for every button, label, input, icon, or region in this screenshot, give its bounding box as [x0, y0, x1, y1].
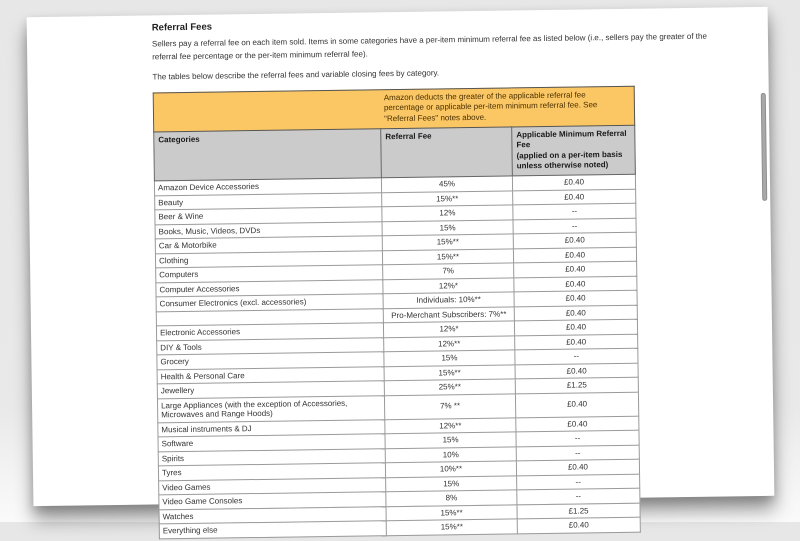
min-fee-header-note: (applied on a per-item basis unless otherwise noted) [516, 149, 623, 171]
category-cell: Software [158, 434, 385, 452]
min-fee-cell: £0.40 [514, 319, 637, 335]
min-fee-cell: £1.25 [515, 377, 638, 393]
fee-cell: 7% ** [384, 393, 515, 419]
min-fee-cell: -- [517, 474, 640, 490]
column-header-min-fee [512, 125, 636, 176]
category-cell: Tyres [158, 463, 385, 481]
min-fee-cell: £0.40 [514, 276, 637, 292]
min-fee-cell: -- [516, 445, 639, 461]
min-fee-cell: £0.40 [514, 305, 637, 321]
fee-cell: Pro-Merchant Subscribers: 7%** [383, 306, 514, 322]
referral-fee-table [153, 85, 641, 539]
fee-cell: 8% [386, 490, 517, 506]
min-fee-cell: £0.40 [515, 334, 638, 350]
category-cell: Beauty [155, 192, 382, 210]
fee-cell: 45% [381, 176, 512, 192]
min-fee-cell: £0.40 [515, 392, 638, 418]
min-fee-cell: £0.40 [516, 416, 639, 432]
category-cell: Computers [156, 265, 383, 283]
category-cell: Grocery [157, 352, 384, 370]
intro-paragraph: Sellers pay a referral fee on each item sold. Items in some categories have a per-item minimum referral fee as listed below (i.e., sellers pay the greater of the referral fee percentage or the per-item minimum referral fee). [151, 31, 707, 61]
fee-cell: 15% [384, 350, 515, 366]
table-caption: The tables below describe the referral fees and variable closing fees by category. [152, 68, 440, 82]
fee-cell: 10%** [385, 461, 516, 477]
category-cell: Musical instruments & DJ [158, 419, 385, 437]
min-fee-cell: £0.40 [513, 189, 636, 205]
notice-cell [153, 86, 635, 132]
fee-cell: 25%** [384, 379, 515, 395]
category-cell: Large Appliances (with the exception of Accessories, Microwaves and Range Hoods) [157, 395, 384, 422]
fee-cell: 12%* [383, 277, 514, 293]
min-fee-cell: £0.40 [513, 247, 636, 263]
min-fee-cell: £0.40 [514, 261, 637, 277]
fee-cell: 15%** [382, 190, 513, 206]
category-cell: Health & Personal Care [157, 366, 384, 384]
category-cell: Jewellery [157, 381, 384, 399]
fee-cell: 12%** [385, 417, 516, 433]
fee-cell: 12%* [383, 321, 514, 337]
notice-text: Amazon deducts the greater of the applicable referral fee percentage or applicable per-item minimum referral fee. See "Referral Fees" notes above. [383, 89, 598, 123]
category-cell: Beer & Wine [155, 207, 382, 225]
min-fee-cell: -- [516, 430, 639, 446]
fee-cell: 15%** [386, 519, 517, 535]
category-cell: Everything else [159, 521, 386, 539]
min-fee-cell: £0.40 [513, 232, 636, 248]
category-cell: Video Games [159, 477, 386, 495]
notice-row [153, 86, 635, 132]
min-fee-header-title: Applicable Minimum Referral Fee [516, 128, 627, 150]
fee-cell: 7% [383, 263, 514, 279]
fee-cell: 12%** [384, 335, 515, 351]
fee-cell: 10% [385, 446, 516, 462]
min-fee-cell: -- [515, 348, 638, 364]
column-header-categories: Categories [154, 129, 382, 181]
header-row [154, 125, 636, 181]
fee-cell: 15%** [384, 364, 515, 380]
fee-cell: 15%** [386, 504, 517, 520]
fee-cell: 15%** [382, 234, 513, 250]
document-page [27, 7, 775, 536]
category-cell: Amazon Device Accessories [154, 178, 381, 196]
fee-table-body [154, 174, 640, 538]
category-cell: Books, Music, Videos, DVDs [155, 221, 382, 239]
min-fee-cell: -- [513, 203, 636, 219]
fee-cell: 15% [386, 475, 517, 491]
category-cell: Computer Accessories [156, 279, 383, 297]
min-fee-cell: £0.40 [515, 363, 638, 379]
min-fee-cell: £0.40 [512, 174, 635, 190]
category-cell: Consumer Electronics (excl. accessories) [156, 294, 383, 312]
fee-cell: 15% [385, 432, 516, 448]
fee-cell: 15%** [382, 248, 513, 264]
min-fee-cell: -- [517, 488, 640, 504]
min-fee-cell: £0.40 [514, 290, 637, 306]
category-cell: Electronic Accessories [156, 323, 383, 341]
fee-cell: Individuals: 10%** [383, 292, 514, 308]
fee-cell: 15% [382, 219, 513, 235]
min-fee-cell: £1.25 [517, 503, 640, 519]
column-header-referral-fee: Referral Fee [381, 127, 513, 178]
category-cell: Spirits [158, 448, 385, 466]
category-cell: Clothing [155, 250, 382, 268]
min-fee-cell: £0.40 [517, 517, 640, 533]
category-cell: Watches [159, 506, 386, 524]
fee-cell: 12% [382, 205, 513, 221]
min-fee-cell: £0.40 [516, 459, 639, 475]
category-cell: Video Game Consoles [159, 492, 386, 510]
category-cell: DIY & Tools [157, 337, 384, 355]
min-fee-cell: -- [513, 218, 636, 234]
page-title: Referral Fees [151, 21, 213, 34]
vertical-scrollbar-thumb[interactable] [761, 93, 768, 201]
document-content [152, 14, 744, 539]
category-cell: Car & Motorbike [155, 236, 382, 254]
